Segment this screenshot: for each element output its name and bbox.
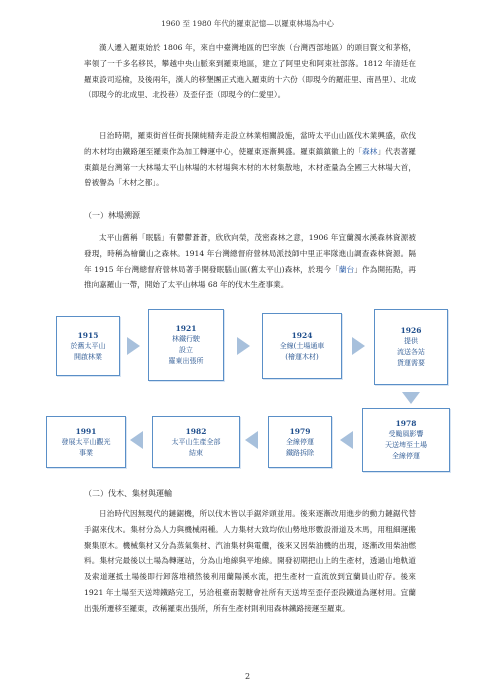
- timeline-desc: 於舊太平山: [70, 341, 106, 350]
- timeline-year: 1924: [291, 330, 313, 340]
- timeline-desc: 提供: [404, 337, 418, 345]
- flow-arrow-right: [127, 337, 140, 355]
- timeline-desc: 太平山生產全部: [171, 437, 221, 446]
- timeline-desc: 天送埤至土場: [385, 441, 427, 449]
- flow-arrow-right: [237, 337, 250, 355]
- paragraph-text: 」作為開拓點，再推向嘉羅山一帶，開始了太平山林場 68 年的伐木生產事業。: [84, 264, 417, 290]
- timeline-year: 1978: [395, 419, 417, 428]
- timeline-box-1924: [262, 313, 342, 379]
- timeline-year: 1915: [77, 330, 99, 340]
- timeline-box-1978: [362, 408, 450, 472]
- timeline-desc: 設立: [179, 346, 193, 354]
- paragraph-text: 」代表著羅東鎮是台灣第一大林場太平山林場的木材場與木材的木材集散地，木材產量為全國三大林場大首，曾被譽為「木材之都」。: [84, 146, 417, 188]
- section-title-logging-transport: （二）伐木、集材與運輸: [84, 489, 172, 498]
- paragraph-logging-transport: 日治時代因無現代的鏈鋸機，所以伐木皆以手鋸斧頭並用。後來逐漸改用進步的動力鏈鋸代替手鋸來伐木。集材分為人力與機械兩種。人力集材大致均依山勢地形數設滑道及木馬，用粗細運搬聚集原木。機械集材又分為蒸氣集材、汽油集材與電纜，後來又因柴油機的出現，逐漸改用柴油燃料。集材完最後以土場為轉運站，分為山地線與平地線。開發初期把山上的生產材，透過山地軌道及索道運抵土場後即行卸落堆積然後利用蘭陽溪水流，把生產材一直流放到宜蘭員山貯存。後來 1921 年土場至天送埤鐵路完工，另洽租臺南製糖會社所有天送埤至歪仔歪段鐵道為運材用。宜蘭出張所遷移至羅東，改稱羅東出張所，所有生產材則利用森林鐵路接運至羅東。: [84, 509, 416, 613]
- running-header: 1960 至 1980 年代的羅東記憶—以羅東林場為中心: [161, 19, 334, 28]
- timeline-desc: 發展太平山觀光: [61, 437, 111, 446]
- timeline-desc: (檜運木材): [285, 352, 319, 361]
- timeline-box-1915: [56, 316, 120, 376]
- timeline-box-1982: [152, 416, 240, 468]
- flow-arrow-left: [340, 431, 353, 449]
- timeline-desc: 貨運需要: [397, 359, 425, 367]
- paragraph-settlement-history: 漢人遷入羅東始於 1806 年，來自中臺灣地區的巴宰族（台灣西部地區）的頭目賢文和茅格，率領了一千多名移民，攀越中央山脈來到羅東地區，建立了阿里史和阿束社部落。1812 年清廷在羅東設司巡檢，及後兩年，漢人的移墾團正式進入羅東的十六份（即現今的羅莊里、南昌里）、北成（即現今的北成里、北投巷）及歪仔歪（即現今的仁愛里）。: [84, 43, 416, 100]
- section-title-forest-origin: （一）林場溯源: [84, 211, 140, 220]
- timeline-desc: 事業: [79, 448, 93, 457]
- timeline-desc: 全線停運: [392, 452, 420, 460]
- timeline-year: 1991: [75, 426, 97, 436]
- flow-arrow-down: [402, 392, 420, 404]
- paragraph-forest-origin: [84, 230, 416, 293]
- timeline-desc: 林鐵行駛: [172, 335, 200, 343]
- timeline-year: 1921: [175, 324, 197, 333]
- timeline-year: 1926: [400, 326, 422, 335]
- timeline-desc: 開啟林業: [74, 352, 102, 361]
- timeline-desc: 鐵路拆除: [286, 448, 314, 457]
- paragraph-japanese-era: [84, 128, 416, 191]
- paragraph-text: 太平山舊稱「眠腦」有鬱鬱蒼蒼，欣欣向榮，茂密森林之意，1906 年宜蘭濁水溪森林資源被發現，時稱為檜蘭山之森林。1914 年台灣總督府營林局派技師中里正率隊進山調查森林資源。隔年 1915 年台灣總督府營林局著手開發眠腦山區(舊太平山)森林，於現今「: [84, 233, 416, 274]
- timeline-desc: 全線(土場通車: [279, 341, 325, 350]
- flow-arrow-left: [245, 431, 258, 449]
- highlight-lantai: 蘭台: [338, 264, 355, 274]
- timeline-year: 1979: [289, 426, 311, 436]
- highlight-forest: 森林: [362, 146, 378, 156]
- timeline-desc: 流送各站: [397, 348, 425, 356]
- timeline-box-1926: [374, 309, 448, 385]
- paragraph-text: 日治時期，羅東街首任街長陳純精奔走設立林業相關設施，當時太平山山區伐木業興盛，砍伐的木材均由鐵路運至羅東作為加工轉運中心，使羅東逐漸興盛。羅東鎮鎮徽上的「: [84, 131, 416, 156]
- flow-arrow-left: [130, 431, 143, 449]
- timeline-box-1921: [148, 309, 224, 381]
- timeline-box-1991: [46, 416, 126, 468]
- timeline-desc: 羅東出張所: [168, 357, 204, 365]
- timeline-box-1979: [268, 416, 332, 468]
- page-number: 2: [244, 672, 251, 681]
- timeline-year: 1982: [185, 426, 207, 436]
- timeline-desc: 全線停運: [286, 437, 314, 446]
- timeline-desc: 結束: [189, 448, 203, 457]
- timeline-desc: 受颱風影響: [388, 430, 424, 438]
- flow-arrow-right: [352, 337, 365, 355]
